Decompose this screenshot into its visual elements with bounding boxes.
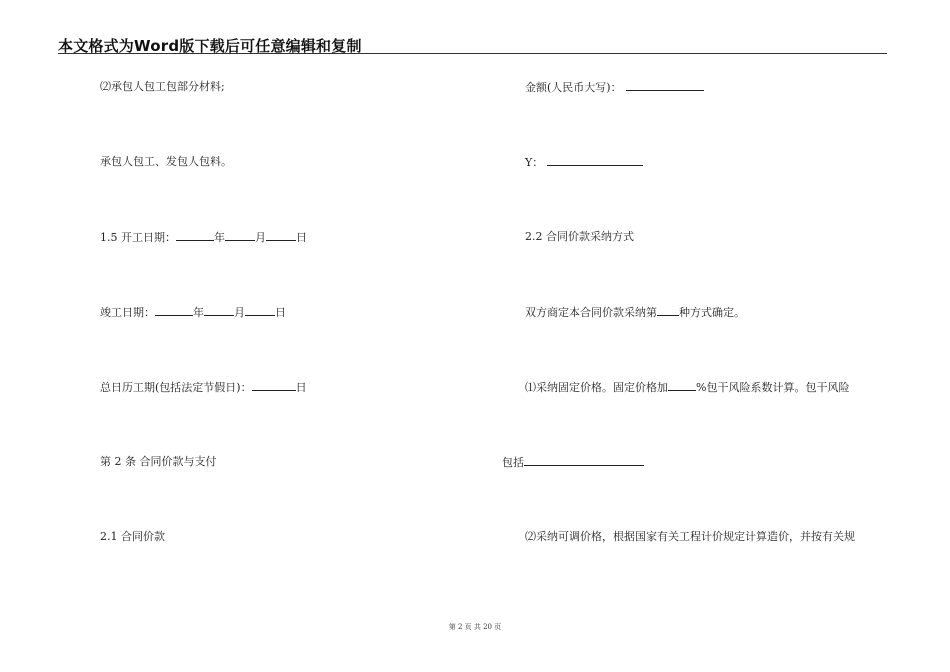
start-day-blank xyxy=(266,230,296,241)
total-days-label: 总日历工期(包括法定节假日)： xyxy=(100,381,252,394)
end-month-blank xyxy=(204,305,234,316)
adjustable-price-line: ⑵采纳可调价格，根据国家有关工程计价规定计算造价，并按有关规 xyxy=(525,530,855,543)
end-day-unit: 日 xyxy=(275,306,286,319)
agree-method-line xyxy=(525,305,745,320)
article-2-heading: 第 2 条 合同价款与支付 xyxy=(100,455,217,468)
end-day-blank xyxy=(245,305,275,316)
end-year-blank xyxy=(155,305,193,316)
method-blank xyxy=(657,305,679,316)
start-month-blank xyxy=(225,230,255,241)
start-year-blank xyxy=(176,230,214,241)
risk-coefficient-blank xyxy=(668,380,696,391)
yen-label: Y： xyxy=(525,156,544,169)
section-2-2-heading: 2.2 合同价款采纳方式 xyxy=(525,230,634,243)
total-days-blank xyxy=(252,380,296,391)
yen-line xyxy=(525,155,643,170)
end-date-label: 竣工日期： xyxy=(100,306,155,319)
yen-blank xyxy=(547,155,643,166)
left-item-1: ⑵承包人包工包部分材料; xyxy=(100,80,225,93)
start-year-unit: 年 xyxy=(214,231,225,244)
fixed-after: %包干风险系数计算。包干风险 xyxy=(696,381,850,394)
amount-blank xyxy=(626,80,704,91)
include-label: 包括 xyxy=(502,456,524,469)
start-month-unit: 月 xyxy=(255,231,266,244)
end-year-unit: 年 xyxy=(193,306,204,319)
page-footer: 第 2 页 共 20 页 xyxy=(448,623,502,631)
include-blank xyxy=(524,455,644,466)
start-date-line xyxy=(100,230,307,245)
agree-before: 双方商定本合同价款采纳第 xyxy=(525,306,657,319)
header-divider xyxy=(58,53,887,54)
agree-after: 种方式确定。 xyxy=(679,306,745,319)
document-header-title: 本文格式为Word版下载后可任意编辑和复制 xyxy=(58,37,362,55)
left-item-2: 承包人包工、发包人包料。 xyxy=(100,155,232,168)
fixed-before: ⑴采纳固定价格。固定价格加 xyxy=(525,381,668,394)
section-2-1-heading: 2.1 合同价款 xyxy=(100,530,165,543)
start-day-unit: 日 xyxy=(296,231,307,244)
total-days-line xyxy=(100,380,307,395)
include-line xyxy=(502,455,644,470)
amount-line xyxy=(525,80,704,95)
end-date-line xyxy=(100,305,286,320)
total-days-unit: 日 xyxy=(295,381,307,394)
fixed-price-line xyxy=(525,380,849,395)
amount-label: 金额(人民币大写)： xyxy=(525,81,622,94)
start-date-label: 1.5 开工日期： xyxy=(100,231,176,244)
end-month-unit: 月 xyxy=(234,306,245,319)
